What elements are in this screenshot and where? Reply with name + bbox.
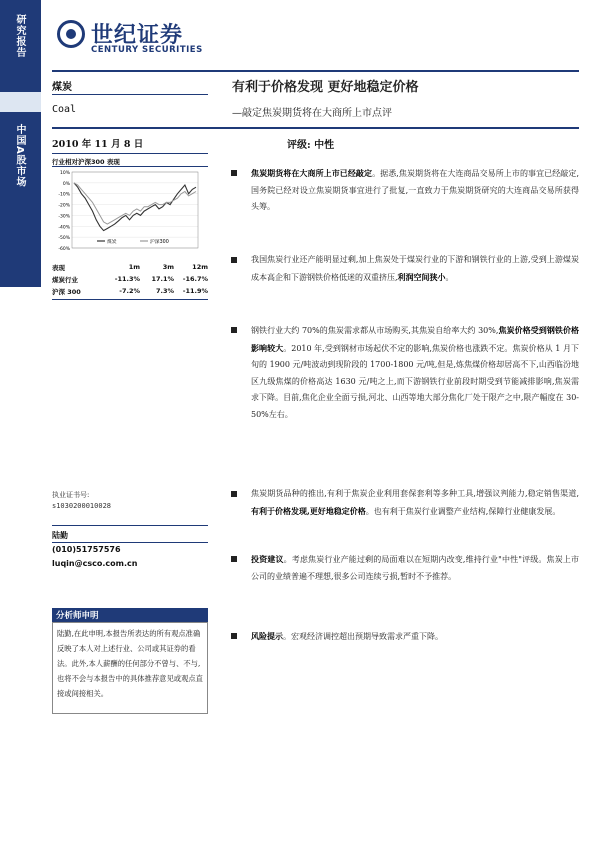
y-tick-label: 0% xyxy=(62,181,70,187)
legend-label: 煤炭 xyxy=(107,240,117,245)
industry-cn: 煤炭 xyxy=(52,82,72,93)
industry-rule xyxy=(52,94,208,95)
table-row xyxy=(52,285,208,297)
table-bottom-rule xyxy=(52,299,208,300)
analyst-rule xyxy=(52,525,208,526)
table-cell: 沪深 300 xyxy=(52,287,81,296)
declaration-heading-text: 分析师申明 xyxy=(56,611,99,621)
company-logo xyxy=(57,18,207,66)
y-tick-label: 10% xyxy=(59,171,70,176)
title-rule xyxy=(52,127,579,129)
table-cell: 17.1% xyxy=(151,275,174,283)
report-type-label: 研究报告 xyxy=(14,14,25,58)
table-cell: -16.7% xyxy=(182,275,208,283)
table-cell: 12m xyxy=(192,263,208,271)
paragraph-text: 。 xyxy=(445,272,454,282)
analyst-name: 陆勤 xyxy=(52,530,68,540)
y-tick-label: -20% xyxy=(58,203,70,209)
market-label: 中国A股市场 xyxy=(14,124,25,188)
chart-title-rule xyxy=(52,166,208,167)
table-cell: 煤炭行业 xyxy=(52,275,78,284)
series-line-1 xyxy=(74,183,196,224)
bullet-icon xyxy=(231,633,237,639)
y-tick-label: -60% xyxy=(58,247,70,252)
body-paragraph xyxy=(251,165,579,216)
table-row xyxy=(52,273,208,285)
paragraph-text: 。据悉,焦炭期货将在大连商品交易所上市的事宜已经敲定,国务院已经对设立焦炭期货事宜进行了批复,一直致力于焦炭期货研究的大连商品交易所获得头筹。 xyxy=(251,169,579,211)
chart-title: 行业相对沪深300 表现 xyxy=(52,158,120,166)
y-tick-label: -10% xyxy=(58,192,70,198)
body-paragraph xyxy=(251,322,579,423)
body-paragraph xyxy=(251,486,579,520)
paragraph-emphasis: 焦炭价格受到钢铁价格影响较大 xyxy=(251,325,580,353)
declaration-body: 陆勤,在此申明,本报告所表达的所有观点准确反映了本人对上述行业、公司或其证券的看法。此外,本人薪酬的任何部分不曾与、不与,也将不会与本报告中的具体推荐意见或观点直接或间接相关。 xyxy=(52,622,208,714)
header-rule xyxy=(52,70,579,72)
paragraph-text: 。2010 年,受到钢材市场起伏不定的影响,焦炭价格也涨跌不定。焦炭价格从 1 月下旬的 1900 元/吨波动到现阶段的 1700-1800 元/吨,但是,炼焦煤价格却居高不下,山西临汾地区九级焦煤的价格高达 1630 元/吨之上,而下游钢铁行业前段时期受到节能减排影响,焦炭需求下降。目前,焦化企业全面亏损,河北、山西等地大部分焦化厂处于限产之中,限产幅度在 30-50%左右。 xyxy=(251,343,579,419)
chart-top-rule xyxy=(52,153,208,154)
logo-mark-icon xyxy=(57,20,85,48)
paragraph-text: 。考虑焦炭行业产能过剩的局面难以在短期内改变,维持行业"中性"评级。焦炭上市公司的业绩普遍不理想,很多公司连续亏损,暂时不予推荐。 xyxy=(251,555,580,581)
bullet-icon xyxy=(231,556,237,562)
paragraph-text: 。宏观经济调控超出预期导致需求严重下降。 xyxy=(283,632,443,641)
analyst-phone: (010)51757576 xyxy=(52,545,121,554)
legend-label: 沪深300 xyxy=(150,240,169,245)
paragraph-text: 我国焦炭行业还产能明显过剩,加上焦炭处于煤炭行业的下游和钢铁行业的上游,受到上游煤炭成本高企和下游钢铁价格低迷的双重挤压, xyxy=(251,255,579,282)
paragraph-text: 焦炭期货品种的推出,有利于焦炭企业利用套保套利等多种工具,增强议判能力,稳定销售渠道, xyxy=(251,489,579,498)
license-label: 执业证书号: xyxy=(52,491,90,499)
y-tick-label: -30% xyxy=(58,214,70,220)
paragraph-emphasis: 有利于价格发现,更好地稳定价格 xyxy=(251,505,366,516)
analyst-email[interactable]: luqin@csco.com.cn xyxy=(52,559,138,568)
table-cell: -11.9% xyxy=(182,287,208,295)
y-tick-label: -40% xyxy=(58,225,70,231)
sidebar-divider xyxy=(0,92,41,112)
table-header-row xyxy=(52,261,208,273)
table-cell: 1m xyxy=(128,263,140,271)
table-cell: 表现 xyxy=(52,263,65,272)
page-subtitle: —敲定焦炭期货将在大商所上市点评 xyxy=(232,108,392,119)
paragraph-text: 钢铁行业大约 70%的焦炭需求都从市场购买,其焦炭自给率大约 30%, xyxy=(251,326,499,335)
logo-name-cn: 世纪证券 xyxy=(91,23,184,48)
declaration-heading xyxy=(52,608,208,622)
table-cell: -11.3% xyxy=(114,275,140,283)
sidebar xyxy=(0,0,41,842)
report-date: 2010 年 11 月 8 日 xyxy=(52,139,144,150)
relative-performance-chart xyxy=(52,168,202,253)
sidebar-market-band xyxy=(0,112,41,287)
industry-rating: 评级: 中性 xyxy=(287,140,335,151)
industry-en: Coal xyxy=(52,104,77,115)
bullet-icon xyxy=(231,327,237,333)
body-paragraph xyxy=(251,551,579,585)
sidebar-top-band xyxy=(0,0,41,92)
bullet-icon xyxy=(231,491,237,497)
paragraph-emphasis: 焦炭期货将在大商所上市已经敲定 xyxy=(251,168,373,178)
table-cell: 3m xyxy=(162,263,174,271)
page-title: 有利于价格发现 更好地稳定价格 xyxy=(232,80,419,95)
license-number: s1030200010028 xyxy=(52,502,112,510)
paragraph-emphasis: 投资建议 xyxy=(251,554,284,564)
series-line-0 xyxy=(74,183,196,231)
paragraph-text: 。也有利于焦炭行业调整产业结构,保障行业健康发展。 xyxy=(365,506,561,516)
table-cell: 7.3% xyxy=(155,287,174,295)
table-cell: -7.2% xyxy=(119,287,140,295)
analyst-name-rule xyxy=(52,542,208,543)
bullet-icon xyxy=(231,170,237,176)
bullet-icon xyxy=(231,257,237,263)
y-tick-label: -50% xyxy=(58,236,70,242)
performance-table xyxy=(52,261,208,297)
paragraph-emphasis: 利润空间狭小 xyxy=(397,271,446,282)
logo-name-en: CENTURY SECURITIES xyxy=(91,45,203,55)
body-paragraph xyxy=(251,252,579,286)
body-paragraph xyxy=(251,628,579,646)
paragraph-emphasis: 风险提示 xyxy=(251,631,283,641)
